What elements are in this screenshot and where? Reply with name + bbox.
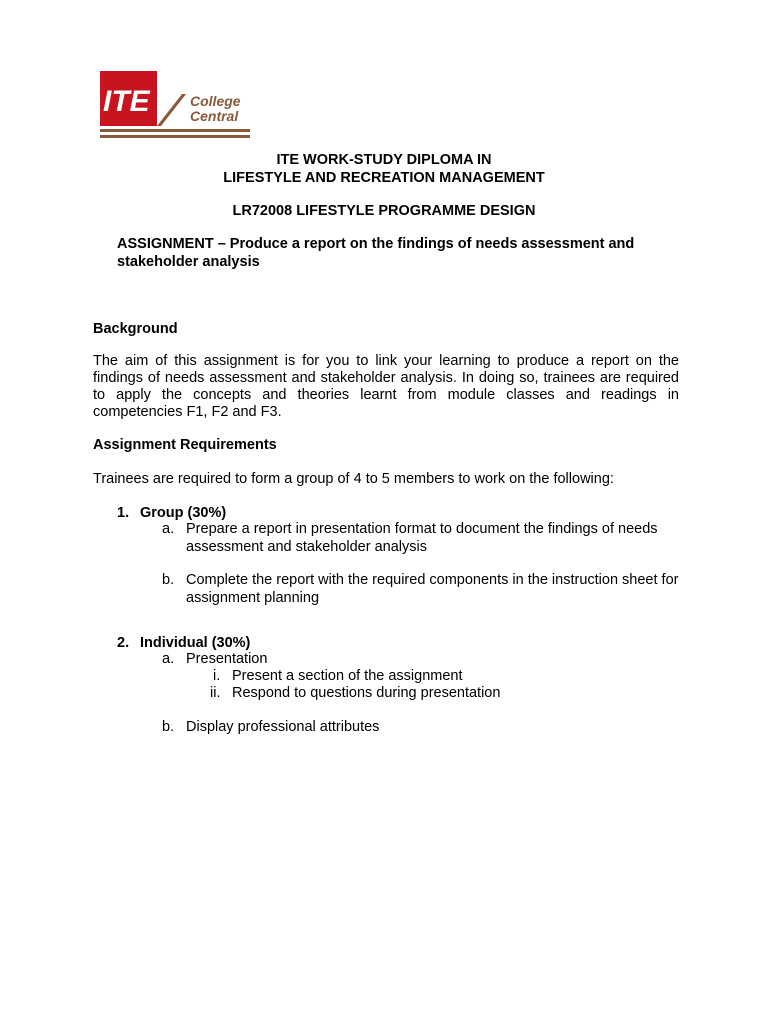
logo-underline-2 [100, 135, 250, 138]
subitem-text-2b: Display professional attributes [186, 719, 380, 735]
assignment-title: ASSIGNMENT – Produce a report on the findings of needs assessment and stakeholder analysis [117, 236, 635, 270]
course-title: LR72008 LIFESTYLE PROGRAMME DESIGN [232, 203, 536, 219]
list-number-2: 2. [117, 635, 130, 651]
point-marker-2a-ii: ii. [210, 685, 221, 701]
list-number-1: 1. [117, 505, 130, 521]
logo-graphic [100, 71, 250, 141]
subitem-marker-1b: b. [162, 572, 175, 588]
background-heading: Background [93, 321, 178, 337]
subitem-marker-1a: a. [162, 521, 175, 537]
subitem-marker-2a: a. [162, 651, 175, 667]
logo-underline [100, 129, 250, 132]
subitem-text-1b: Complete the report with the required components in the instruction sheet for assignment planning [186, 572, 679, 606]
requirements-heading: Assignment Requirements [93, 437, 277, 453]
background-paragraph: The aim of this assignment is for you to link your learning to produce a report on the findings of needs assessment and stakeholder analysis. In doing so, trainees are required to apply the concepts and theories learnt from module classes and readings in competencies F1, F2 and F3. [93, 353, 679, 420]
ite-college-central-logo [100, 71, 250, 141]
list-label-group: Group (30%) [140, 505, 227, 521]
point-text-2a-ii: Respond to questions during presentation [232, 685, 501, 701]
logo-mark: ITE [103, 85, 150, 118]
point-marker-2a-i: i. [213, 668, 221, 684]
subitem-text-1a: Prepare a report in presentation format to document the findings of needs assessment and stakeholder analysis [186, 521, 658, 555]
title-line-diploma: ITE WORK-STUDY DIPLOMA IN [276, 152, 492, 168]
subitem-marker-2b: b. [162, 719, 175, 735]
subitem-text-2a: Presentation [186, 651, 268, 667]
title-line-programme: LIFESTYLE AND RECREATION MANAGEMENT [223, 170, 545, 186]
list-label-individual: Individual (30%) [140, 635, 251, 651]
logo-line-central: Central [190, 108, 239, 124]
logo-slash [157, 94, 186, 126]
point-text-2a-i: Present a section of the assignment [232, 668, 463, 684]
requirements-intro: Trainees are required to form a group of 4 to 5 members to work on the following: [93, 471, 614, 487]
logo-line-college: College [190, 93, 241, 109]
document-title [0, 151, 768, 187]
